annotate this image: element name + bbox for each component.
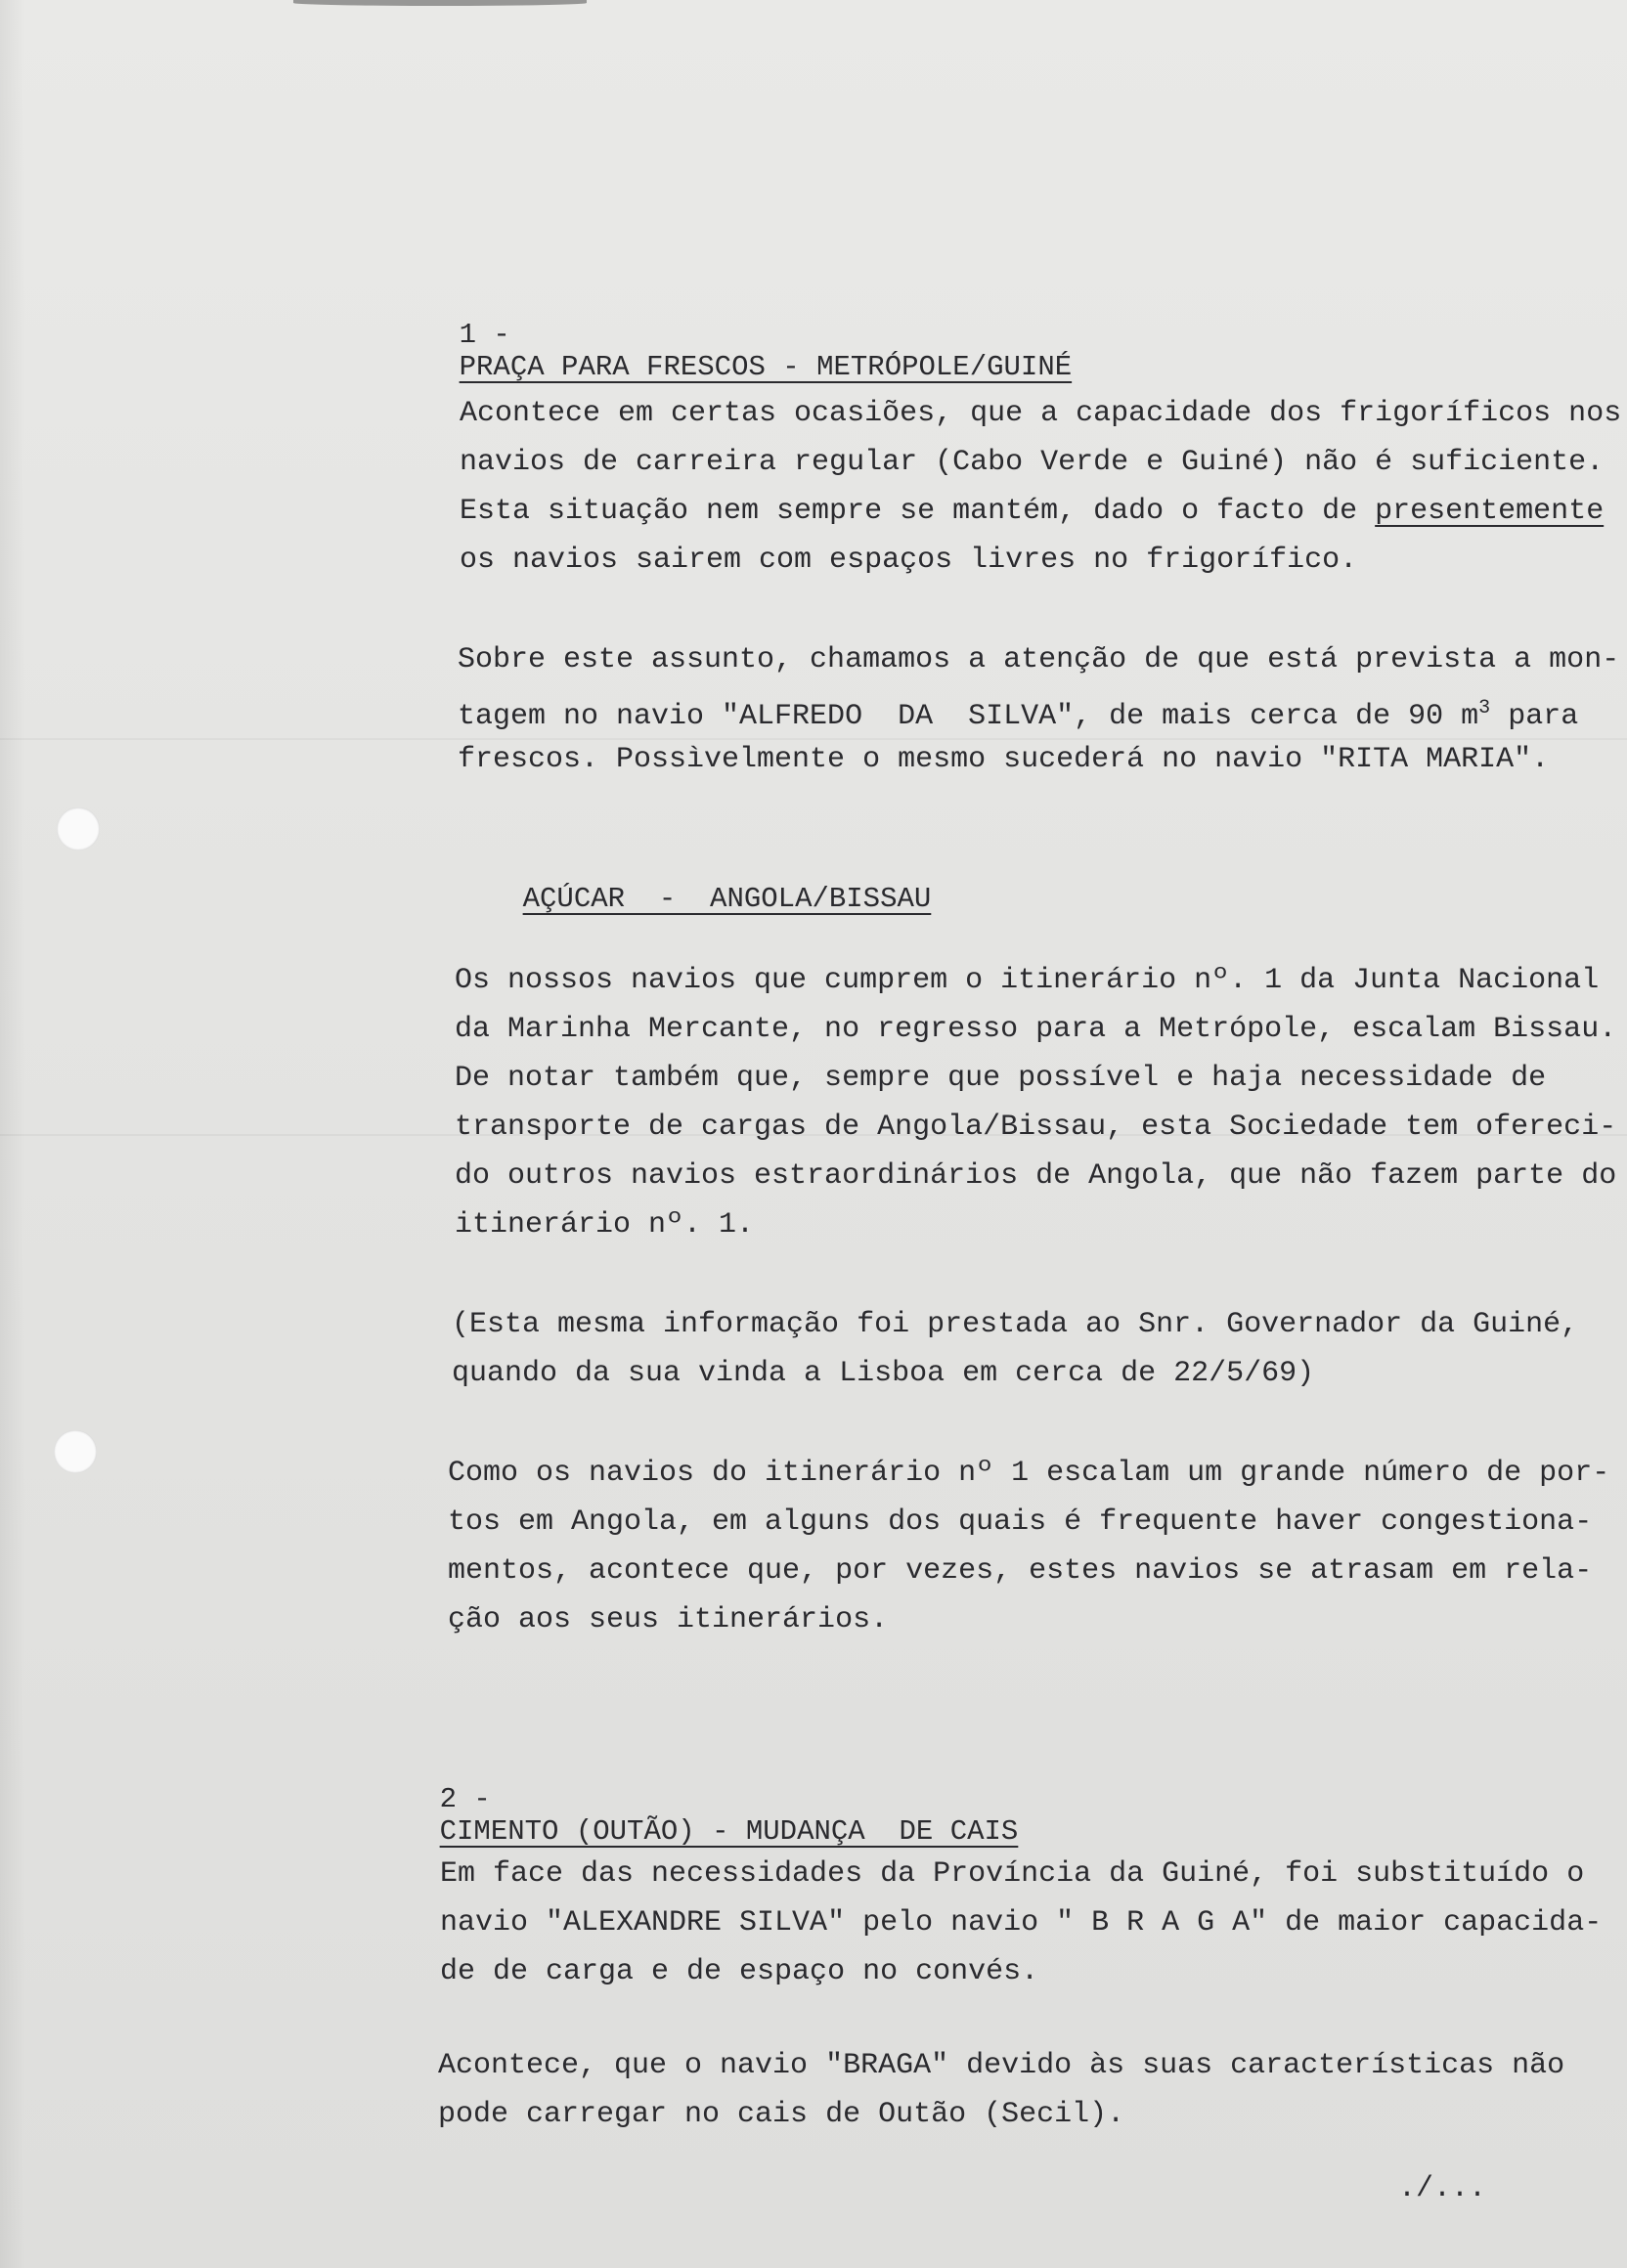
punch-hole <box>54 1430 97 1473</box>
text-line: frescos. Possìvelmente o mesmo sucederá no navio "RITA MARIA". <box>458 743 1550 776</box>
text-line: pode carregar no cais de Outão (Secil). <box>438 2098 1125 2131</box>
section-title: AÇÚCAR - ANGOLA/BISSAU <box>522 883 932 915</box>
text-line <box>458 689 1578 736</box>
text-line: Como os navios do itinerário nº 1 escalam um grande número de por- <box>448 1457 1610 1490</box>
text-line: Em face das necessidades da Província da Guiné, foi substituído o <box>440 1857 1585 1891</box>
section-title: PRAÇA PARA FRESCOS - METRÓPOLE/GUINÉ <box>459 351 1073 383</box>
section-title: CIMENTO (OUTÃO) - MUDANÇA DE CAIS <box>439 1815 1019 1848</box>
page-top-shadow <box>293 0 587 6</box>
acucar-heading <box>455 850 931 947</box>
text-line: Acontece em certas ocasiões, que a capacidade dos frigoríficos nos <box>460 397 1622 430</box>
punch-hole <box>57 807 100 850</box>
text-line: transporte de cargas de Angola/Bissau, esta Sociedade tem ofereci- <box>455 1111 1617 1144</box>
text-segment: tagem no navio "ALFREDO DA SILVA", de mais cerca de 90 m <box>458 700 1479 733</box>
text-line: os navios sairem com espaços livres no frigorífico. <box>460 544 1358 577</box>
text-line: ção aos seus itinerários. <box>448 1603 889 1636</box>
text-line: mentos, acontece que, por vezes, estes navios se atrasam em rela- <box>448 1554 1593 1588</box>
superscript: 3 <box>1478 697 1491 720</box>
text-segment: Esta situação nem sempre se mantém, dado o facto de <box>460 495 1376 528</box>
text-line: Sobre este assunto, chamamos a atenção de que está prevista a mon- <box>458 643 1620 676</box>
text-line: itinerário nº. 1. <box>455 1208 755 1242</box>
underlined-word: presentemente <box>1375 495 1605 528</box>
text-line: de de carga e de espaço no convés. <box>440 1955 1039 1988</box>
text-line: Acontece, que o navio "BRAGA" devido às suas características não <box>438 2049 1565 2082</box>
text-line: da Marinha Mercante, no regresso para a Metrópole, escalam Bissau. <box>455 1013 1617 1046</box>
text-line: navios de carreira regular (Cabo Verde e Guiné) não é suficiente. <box>460 446 1605 479</box>
text-line: De notar também que, sempre que possível e haja necessidade de <box>455 1062 1547 1095</box>
section-number: 2 - <box>439 1783 491 1815</box>
section-number: 1 - <box>459 319 510 351</box>
text-line: tos em Angola, em alguns dos quais é frequente haver congestiona- <box>448 1505 1593 1539</box>
text-line: (Esta mesma informação foi prestada ao Snr. Governador da Guiné, <box>452 1308 1579 1341</box>
text-line: do outros navios estraordinários de Angola, que não fazem parte do <box>455 1159 1617 1193</box>
text-line: Os nossos navios que cumprem o itinerário nº. 1 da Junta Nacional <box>455 964 1600 997</box>
continuation-mark: ./... <box>1398 2172 1487 2205</box>
text-segment: para <box>1490 700 1579 733</box>
text-line: navio "ALEXANDRE SILVA" pelo navio " B R A G A" de maior capacida- <box>440 1906 1603 1940</box>
text-line: quando da sua vinda a Lisboa em cerca de 22/5/69) <box>452 1357 1315 1390</box>
text-line <box>460 492 1604 531</box>
